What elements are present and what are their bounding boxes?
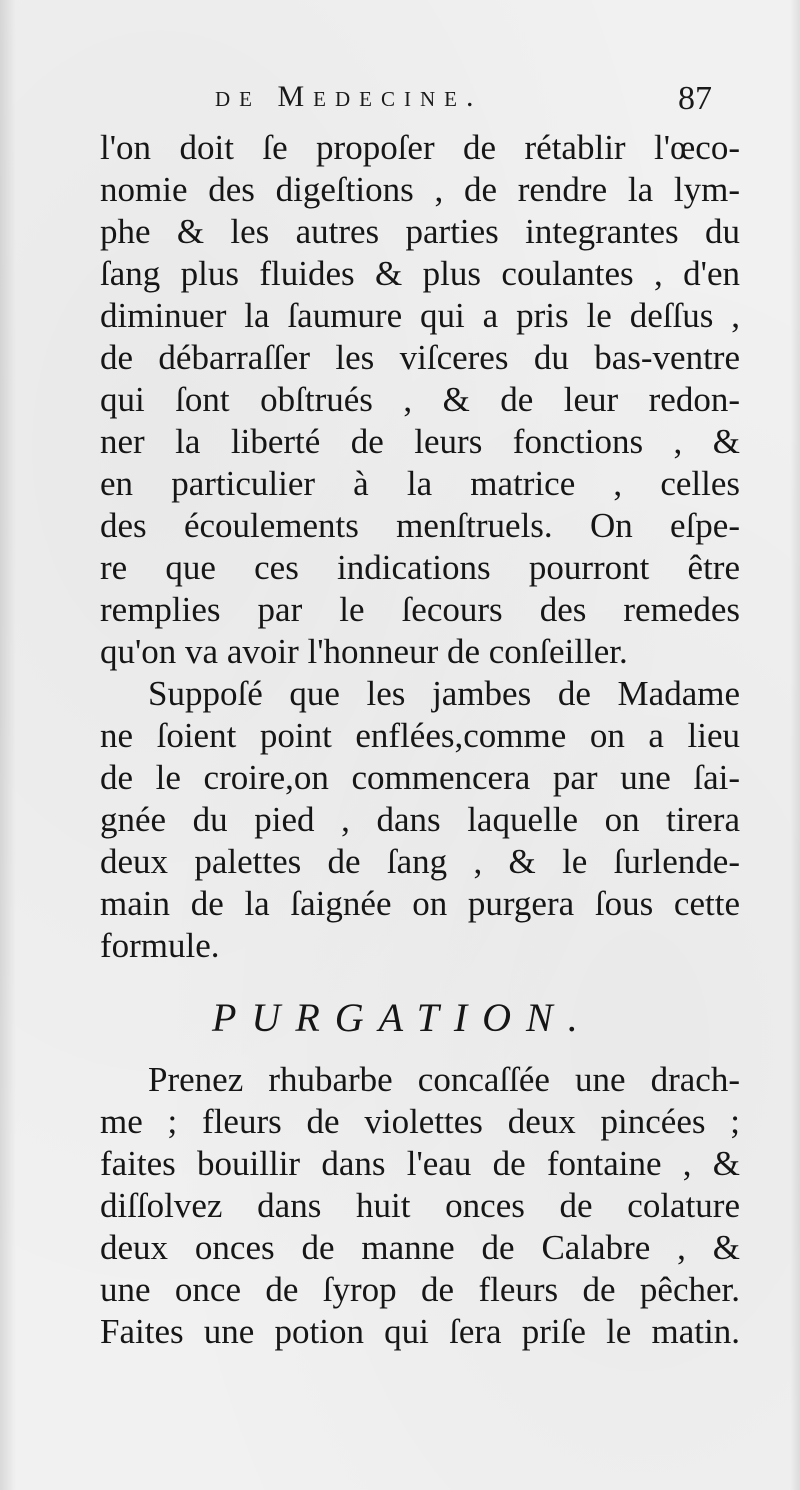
text-line: une once de ſyrop de fleurs de pêcher. xyxy=(100,1270,740,1309)
text-line: ſang plus fluides & plus coulantes , d'en xyxy=(100,254,740,293)
text-line: me ; fleurs de violettes deux pincées ; xyxy=(100,1102,740,1141)
text-line: formule. xyxy=(100,926,220,965)
text-line: de débarraſſer les viſceres du bas-ventre xyxy=(100,338,740,377)
text-line: Suppoſé que les jambes de Madame xyxy=(148,674,740,713)
text-line: ner la liberté de leurs fonctions , & xyxy=(100,422,740,461)
text-line: de le croire,on commencera par une ſai- xyxy=(100,758,740,797)
text-line: ne ſoient point enflées,comme on a lieu xyxy=(100,716,740,755)
section-title: PURGATION. xyxy=(212,995,593,1040)
page-shadow-left xyxy=(0,0,16,1490)
text-line: diminuer la ſaumure qui a pris le deſſus , xyxy=(100,296,740,335)
text-line: main de la ſaignée on purgera ſous cette xyxy=(100,884,740,923)
text-line: faites bouillir dans l'eau de fontaine , & xyxy=(100,1144,740,1183)
text-line: Faites une potion qui ſera priſe le matin. xyxy=(100,1312,740,1351)
text-line: diſſolvez dans huit onces de colature xyxy=(100,1186,740,1225)
text-line: Prenez rhubarbe concaſſée une drach- xyxy=(148,1060,740,1099)
text-line: des écoulements menſtruels. On eſpe- xyxy=(100,506,740,545)
text-line: l'on doit ſe propoſer de rétablir l'œco- xyxy=(100,128,740,167)
text-line: nomie des digeſtions , de rendre la lym- xyxy=(100,170,740,209)
text-line: en particulier à la matrice , celles xyxy=(100,464,740,503)
text-line: remplies par le ſecours des remedes xyxy=(100,590,740,629)
text-line: qui ſont obſtrués , & de leur redon- xyxy=(100,380,740,419)
text-line: deux palettes de ſang , & le ſurlende- xyxy=(100,842,740,881)
running-head: de Medecine. xyxy=(215,80,483,113)
page-number: 87 xyxy=(678,80,712,117)
page-shadow-right xyxy=(790,0,800,1490)
text-line: qu'on va avoir l'honneur de conſeiller. xyxy=(100,632,628,671)
text-line: deux onces de manne de Calabre , & xyxy=(100,1228,740,1267)
text-line: gnée du pied , dans laquelle on tirera xyxy=(100,800,740,839)
text-line: re que ces indications pourront être xyxy=(100,548,740,587)
text-line: phe & les autres parties integrantes du xyxy=(100,212,740,251)
